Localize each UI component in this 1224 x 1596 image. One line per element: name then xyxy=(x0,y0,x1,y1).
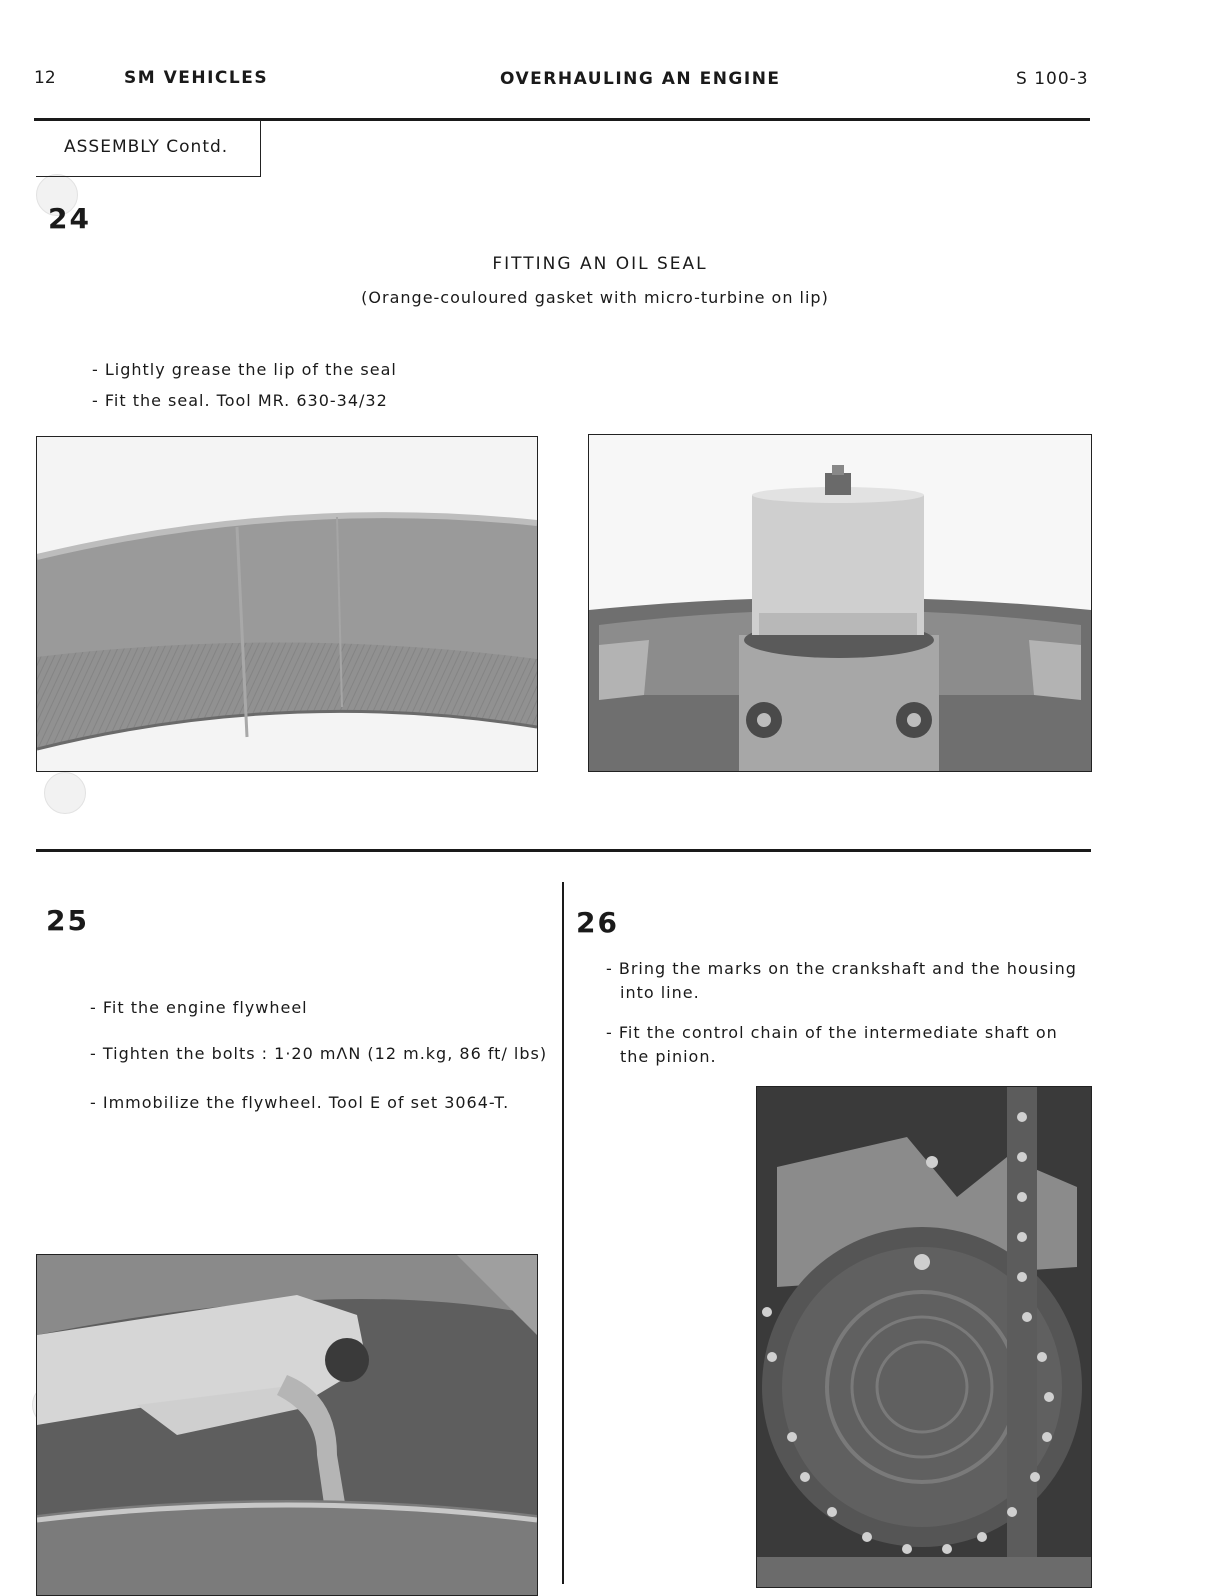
punch-hole-middle xyxy=(44,772,86,814)
step-25-bullet-1: - Fit the engine flywheel xyxy=(90,998,308,1017)
header-left-title: SM VEHICLES xyxy=(124,68,269,88)
section-divider xyxy=(36,849,1091,852)
step-25-bullet-3: - Immobilize the flywheel. Tool E of set 3064-T. xyxy=(90,1093,510,1112)
seal-fitting-tool-photo xyxy=(588,434,1092,772)
step-24-title: FITTING AN OIL SEAL xyxy=(492,254,708,274)
step-25-number: 25 xyxy=(46,904,89,937)
section-tab-label: ASSEMBLY Contd. xyxy=(64,137,229,157)
step-26-bullet-2: - Fit the control chain of the intermediate shaft on the pinion. xyxy=(606,1023,1058,1066)
timing-chain-photo xyxy=(756,1086,1092,1588)
header-center-title: OVERHAULING AN ENGINE xyxy=(500,69,781,89)
step-24-bullet-1: - Lightly grease the lip of the seal xyxy=(92,360,397,379)
step-26-bullet-1: - Bring the marks on the crankshaft and the housing into line. xyxy=(606,959,1077,1002)
document-reference: S 100-3 xyxy=(1016,69,1089,89)
section-tab xyxy=(36,120,261,177)
step-24-number: 24 xyxy=(48,202,91,235)
oil-seal-lip-photo xyxy=(36,436,538,772)
step-24-bullet-2: - Fit the seal. Tool MR. 630-34/32 xyxy=(92,391,388,410)
step-25-bullet-2: - Tighten the bolts : 1·20 mΛN (12 m.kg, 86 ft/ lbs) xyxy=(90,1044,548,1063)
step-24-subtitle: (Orange-couloured gasket with micro-turbine on lip) xyxy=(361,288,829,307)
column-divider xyxy=(562,882,564,1584)
flywheel-immobilizer-photo xyxy=(36,1254,538,1596)
step-26-number: 26 xyxy=(576,906,619,939)
page-number: 12 xyxy=(34,68,56,88)
